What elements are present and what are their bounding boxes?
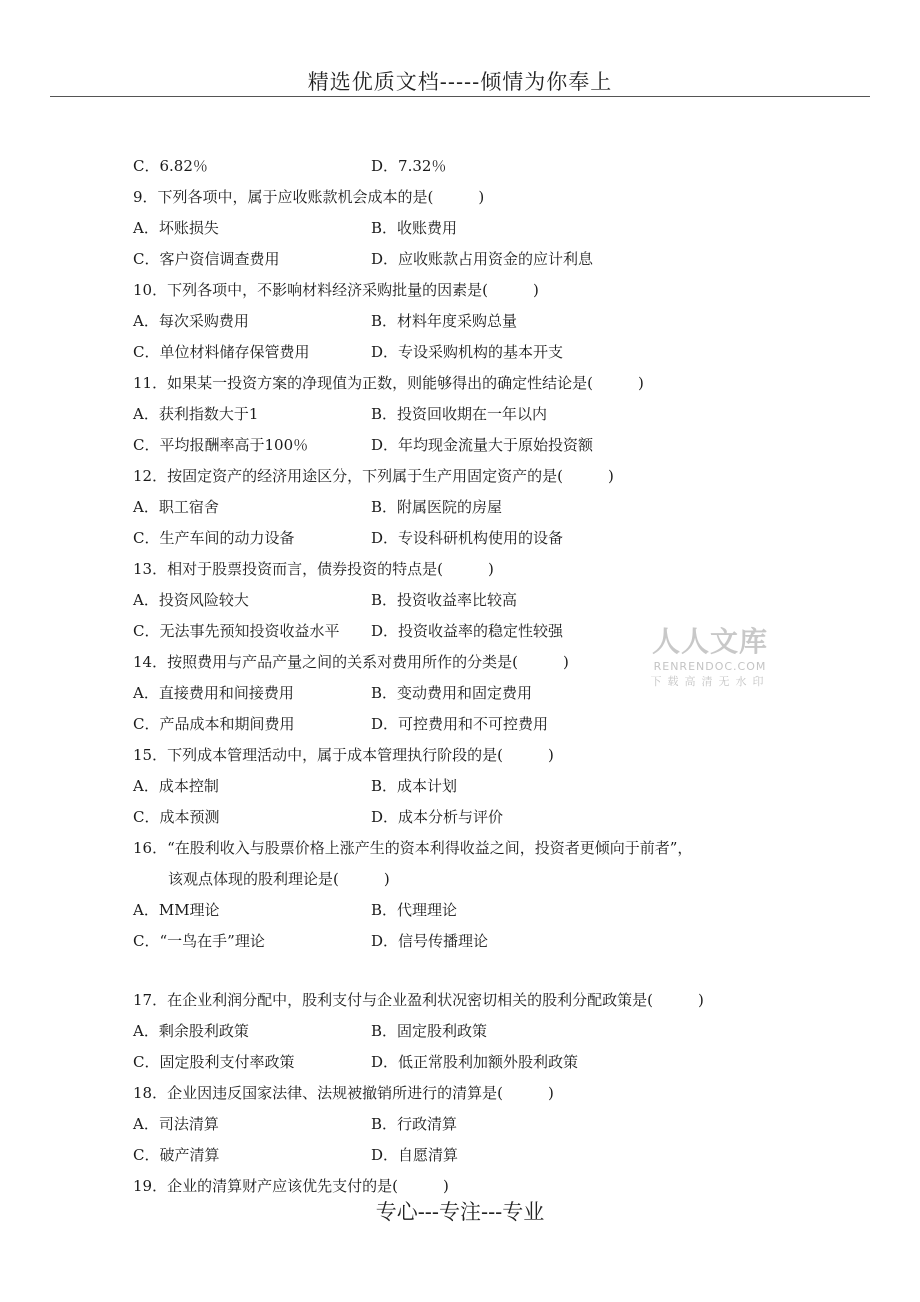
question-stem: 17．在企业利润分配中，股利支付与企业盈利状况密切相关的股利分配政策是( )	[133, 991, 704, 1009]
option-b: B．成本计划	[371, 777, 458, 795]
question-stem: 15．下列成本管理活动中，属于成本管理执行阶段的是( )	[133, 746, 554, 764]
option-b: B．固定股利政策	[371, 1022, 488, 1040]
option-d: D．可控费用和不可控费用	[371, 715, 549, 733]
option-d: D．应收账款占用资金的应计利息	[371, 250, 594, 268]
option-a: A．直接费用和间接费用	[133, 684, 294, 702]
option-b: B．投资回收期在一年以内	[371, 405, 548, 423]
option-b: B．附属医院的房屋	[371, 498, 503, 516]
option-b: B．行政清算	[371, 1115, 458, 1133]
option-b: B．收账费用	[371, 219, 458, 237]
option-a: A．坏账损失	[133, 219, 219, 237]
question-stem-continued: 该观点体现的股利理论是( )	[168, 870, 390, 888]
option-d: D．投资收益率的稳定性较强	[371, 622, 564, 640]
option-a: A．剩余股利政策	[133, 1022, 249, 1040]
option-c: C．生产车间的动力设备	[133, 529, 295, 547]
question-stem: 19．企业的清算财产应该优先支付的是( )	[133, 1177, 449, 1195]
option-c: C．破产清算	[133, 1146, 220, 1164]
page-footer: 专心---专注---专业	[375, 1200, 545, 1224]
option-a: A．获利指数大于1	[133, 405, 259, 423]
option-c: C．产品成本和期间费用	[133, 715, 295, 733]
option-b: B．代理理论	[371, 901, 458, 919]
option-d: D．自愿清算	[371, 1146, 459, 1164]
option-c: C．固定股利支付率政策	[133, 1053, 295, 1071]
option-d: D．年均现金流量大于原始投资额	[371, 436, 594, 454]
option-a: A．每次采购费用	[133, 312, 249, 330]
watermark-title: 人人文库	[651, 625, 768, 658]
question-stem: 10．下列各项中，不影响材料经济采购批量的因素是( )	[133, 281, 539, 299]
page-header: 精选优质文档-----倾情为你奉上	[307, 70, 613, 94]
option-c: C．“一鸟在手”理论	[133, 932, 265, 950]
option-b: B．变动费用和固定费用	[371, 684, 533, 702]
option-a: A．MM理论	[133, 901, 220, 919]
question-stem: 9．下列各项中，属于应收账款机会成本的是( )	[133, 188, 485, 206]
question-stem: 11．如果某一投资方案的净现值为正数，则能够得出的确定性结论是( )	[133, 374, 644, 392]
option-c: C．成本预测	[133, 808, 220, 826]
option-c: C．6.82％	[133, 157, 208, 175]
watermark-tagline: 下载高清无水印	[650, 675, 770, 688]
question-stem: 18．企业因违反国家法律、法规被撤销所进行的清算是( )	[133, 1084, 554, 1102]
question-stem: 13．相对于股票投资而言，债券投资的特点是( )	[133, 560, 494, 578]
option-d: D．信号传播理论	[371, 932, 489, 950]
question-stem: 14．按照费用与产品产量之间的关系对费用所作的分类是( )	[133, 653, 569, 671]
header-divider	[50, 96, 870, 97]
option-b: B．投资收益率比较高	[371, 591, 518, 609]
option-a: A．职工宿舍	[133, 498, 219, 516]
option-d: D．专设科研机构使用的设备	[371, 529, 564, 547]
option-d: D．专设采购机构的基本开支	[371, 343, 564, 361]
option-c: C．单位材料储存保管费用	[133, 343, 310, 361]
question-stem: 16．“在股利收入与股票价格上涨产生的资本利得收益之间，投资者更倾向于前者”，	[133, 839, 693, 857]
option-c: C．平均报酬率高于100％	[133, 436, 309, 454]
watermark-domain: RENRENDOC.COM	[653, 660, 767, 673]
option-c: C．无法事先预知投资收益水平	[133, 622, 340, 640]
option-d: D．低正常股利加额外股利政策	[371, 1053, 579, 1071]
option-b: B．材料年度采购总量	[371, 312, 518, 330]
option-a: A．投资风险较大	[133, 591, 249, 609]
option-d: D．成本分析与评价	[371, 808, 504, 826]
watermark-logo	[640, 620, 780, 689]
option-d: D．7.32％	[371, 157, 447, 175]
option-a: A．成本控制	[133, 777, 219, 795]
option-c: C．客户资信调查费用	[133, 250, 280, 268]
option-a: A．司法清算	[133, 1115, 219, 1133]
question-stem: 12．按固定资产的经济用途区分，下列属于生产用固定资产的是( )	[133, 467, 614, 485]
